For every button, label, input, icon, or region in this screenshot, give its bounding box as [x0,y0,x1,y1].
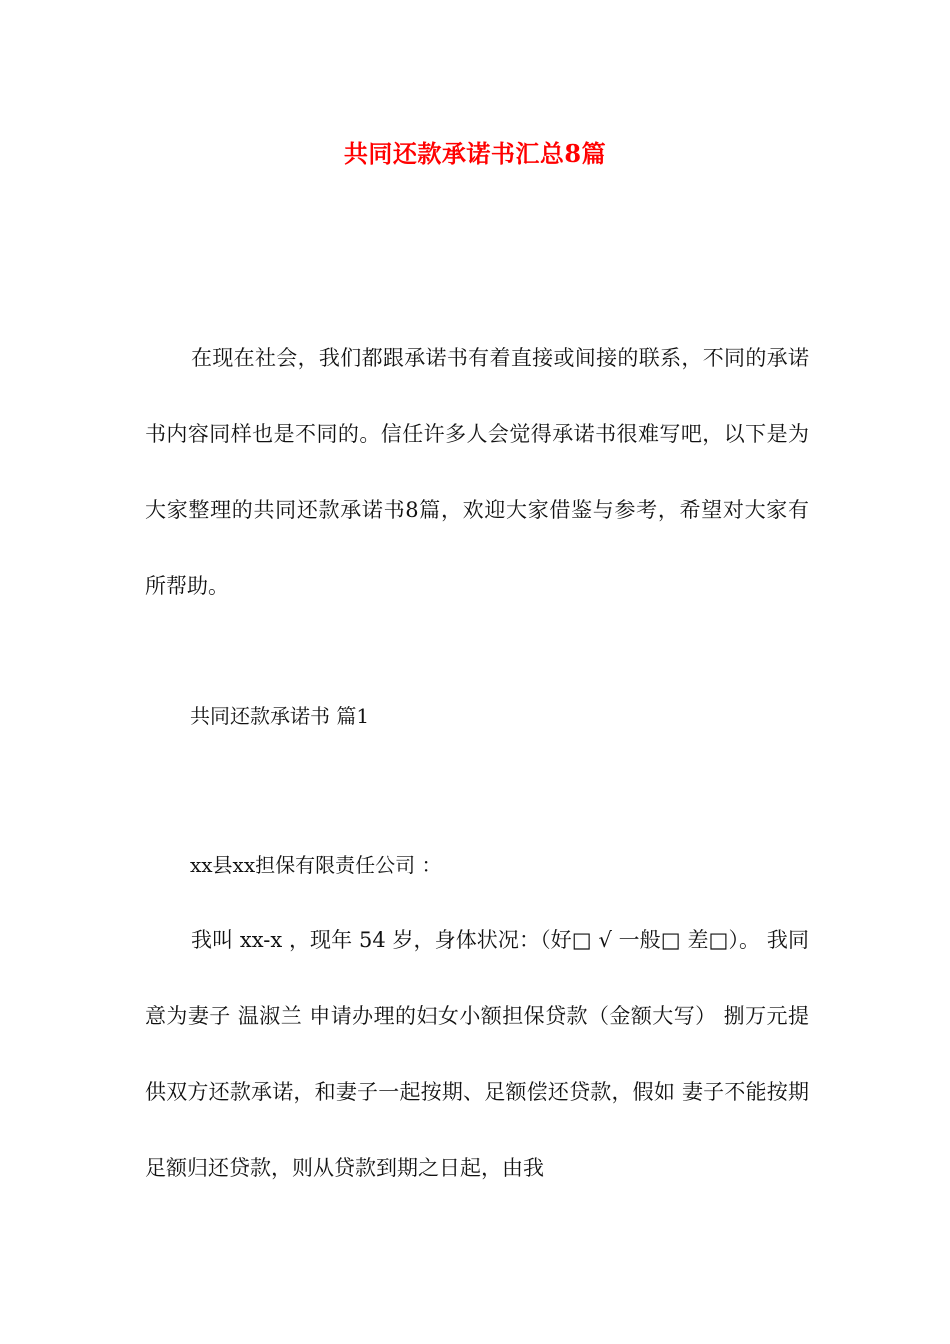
intro-paragraph: 在现在社会，我们都跟承诺书有着直接或间接的联系，不同的承诺书内容同样也是不同的。信任许多人会觉得承诺书很难写吧，以下是为大家整理的共同还款承诺书8篇，欢迎大家借鉴与参考，希望对大家有所帮助。 [145,346,809,598]
section-heading: 共同还款承诺书 篇1 [190,704,370,728]
document-title: 共同还款承诺书汇总8篇 [343,139,607,168]
body-paragraph: 我叫 xx-x ，现年 54 岁，身体状况：（好□ √ 一般□ 差□）。 我同意为妻子 温淑兰 申请办理的妇女小额担保贷款（金额大写） 捌万元提供双方还款承诺，和妻子一起按期、足额偿还贷款，假如 妻子不能按期足额归还贷款，则从贷款到期之日起，由我 [145,928,809,1180]
salutation-line: xx县xx担保有限责任公司 ： [190,853,442,877]
